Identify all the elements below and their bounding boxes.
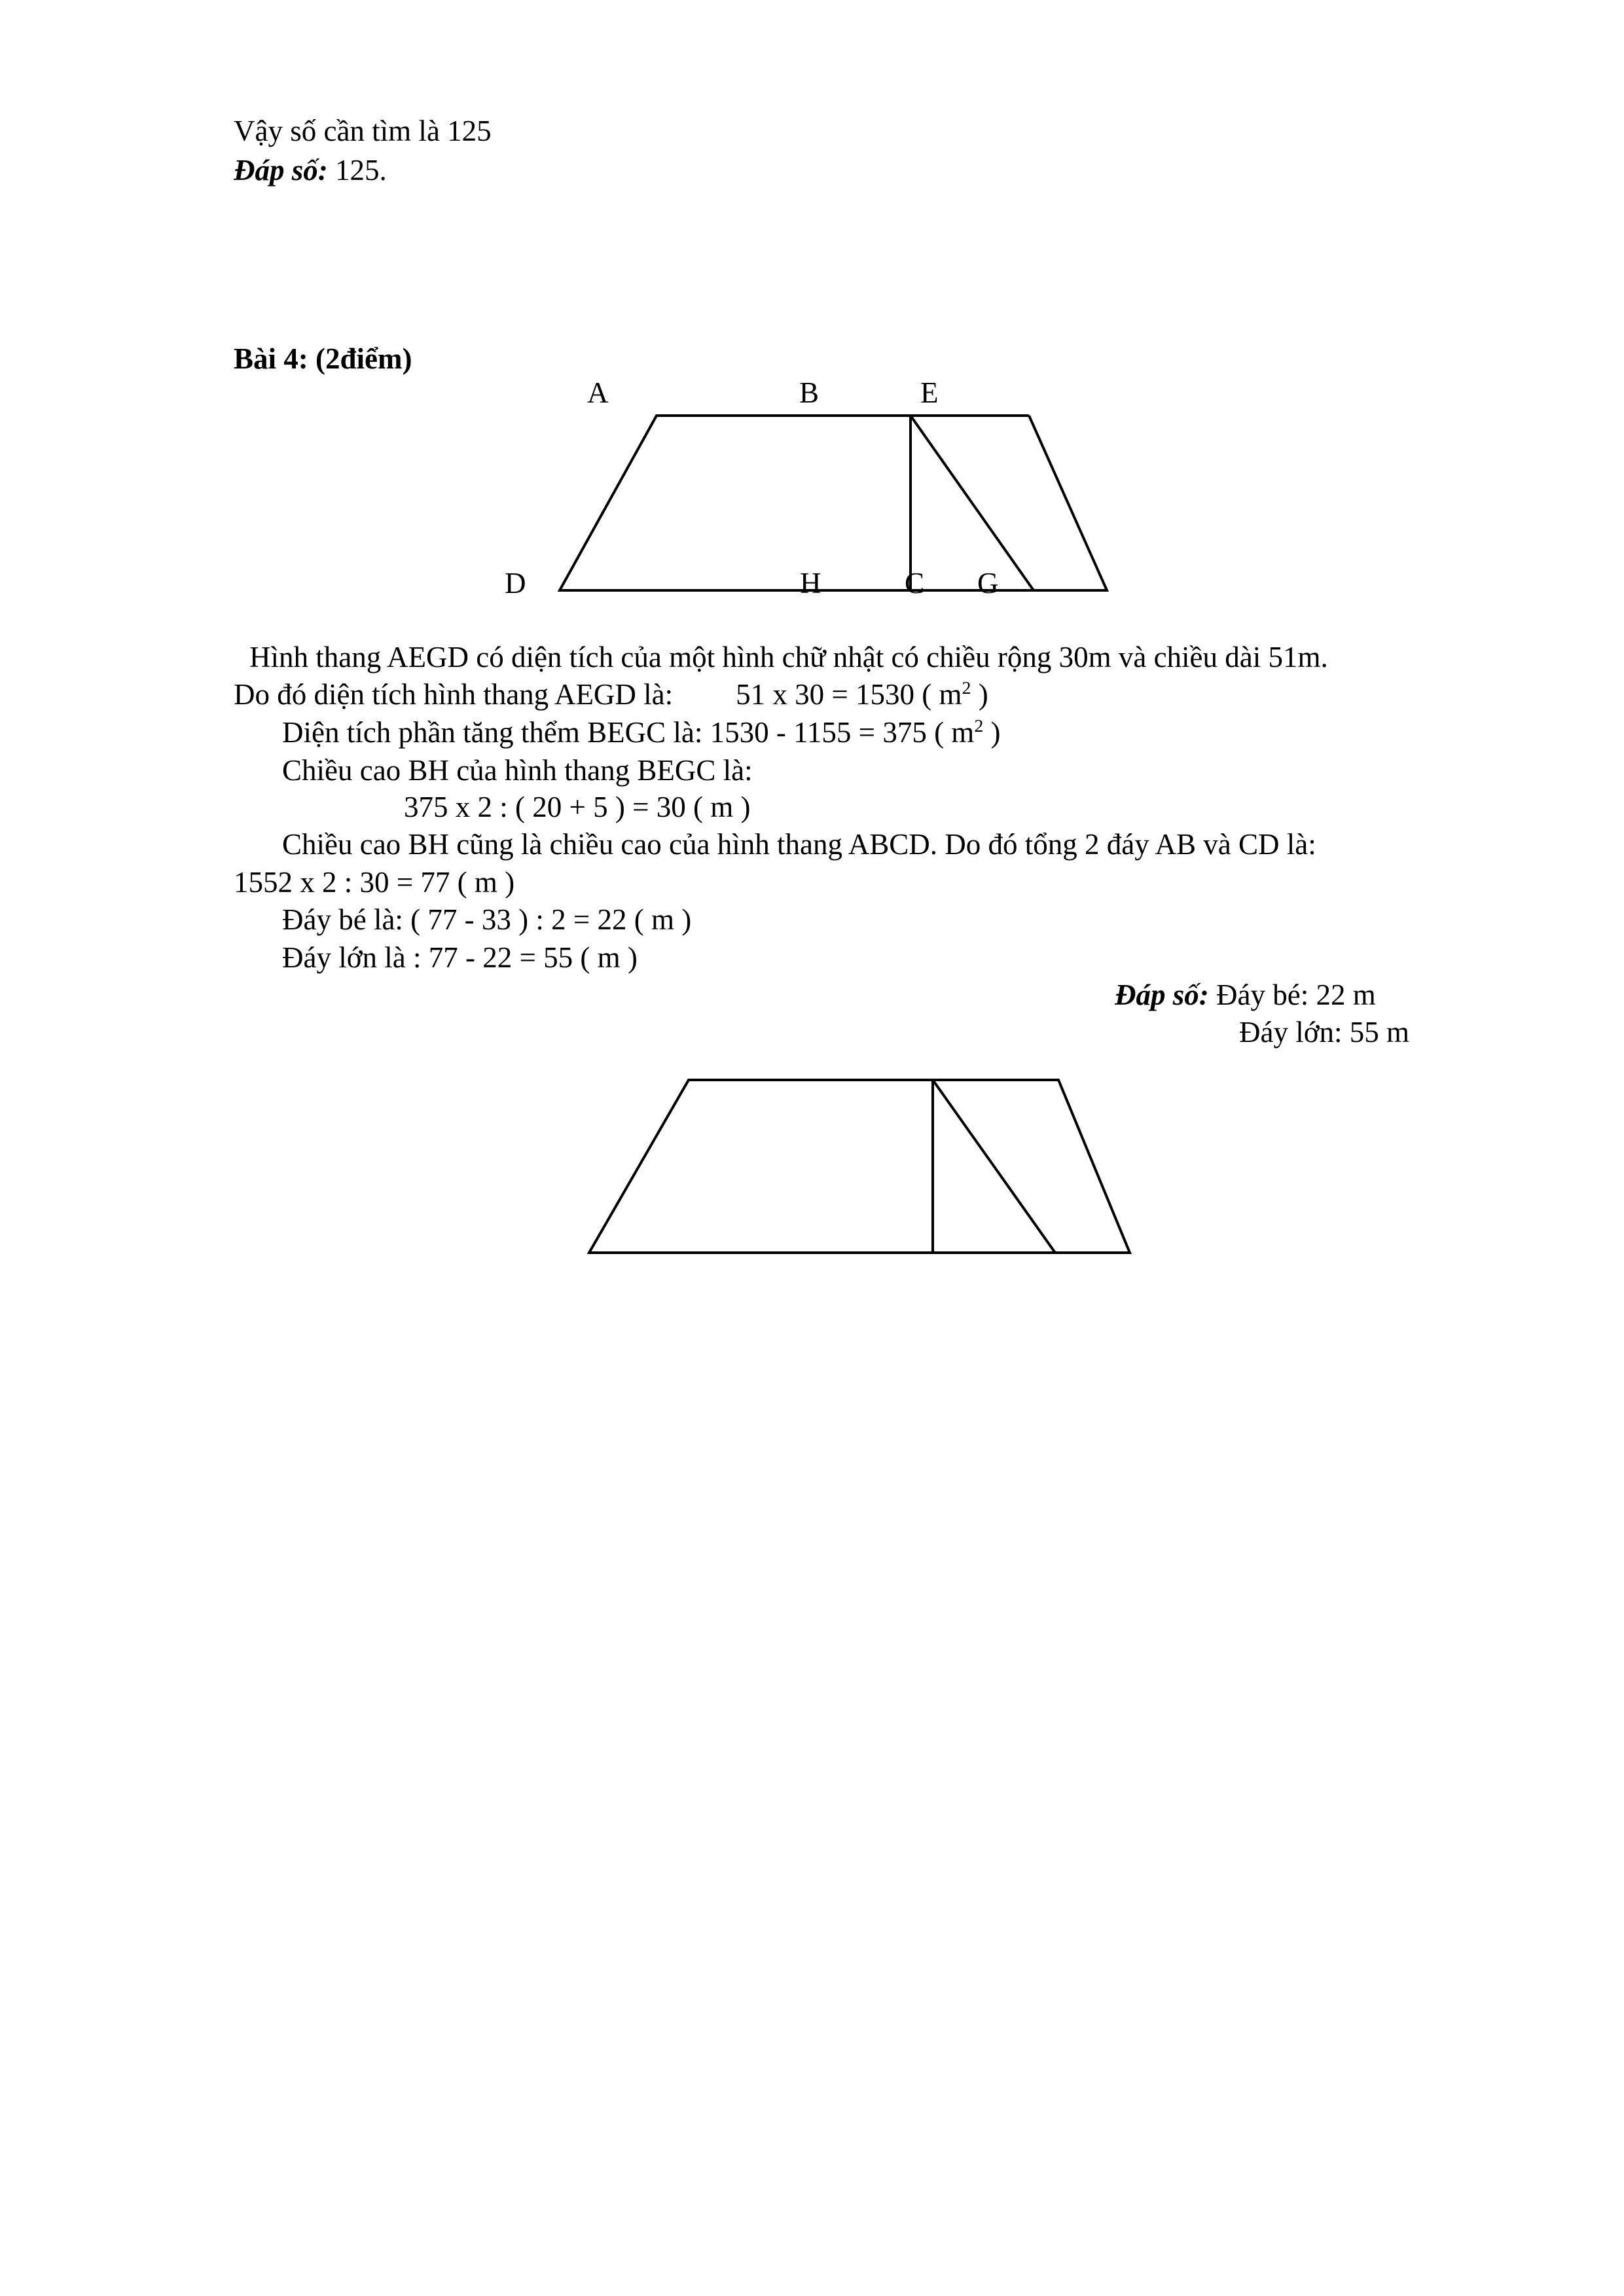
label-B: B (799, 376, 820, 409)
solution-line-1: Hình thang AEGD có diện tích của một hình chữ nhật có chiều rộng 30m và chiều dài 51m. (249, 641, 1328, 673)
problem-heading: Bài 4: (2điểm) (234, 342, 412, 375)
trapezoid-outline-2 (589, 1080, 1130, 1253)
final-answer-line-1: Đáp số: Đáy bé: 22 m (1115, 978, 1376, 1011)
label-E: E (920, 376, 939, 409)
solution-line-4: Chiều cao BH của hình thang BEGC là: (282, 754, 753, 787)
solution-line-9: Đáy lớn là : 77 - 22 = 55 ( m ) (282, 941, 638, 974)
diagonal-segment (933, 1080, 1055, 1253)
intro-line: Vậy số cần tìm là 125 (234, 115, 492, 147)
label-C: C (905, 567, 925, 600)
solution-line-8: Đáy bé là: ( 77 - 33 ) : 2 = 22 ( m ) (282, 903, 692, 936)
solution-line-5: 375 x 2 : ( 20 + 5 ) = 30 ( m ) (404, 791, 751, 823)
answer-label: Đáp số: (234, 154, 328, 187)
label-D: D (505, 567, 526, 600)
final-answer-line-2: Đáy lớn: 55 m (1239, 1016, 1410, 1049)
label-A: A (587, 376, 609, 409)
solution-line-7: 1552 x 2 : 30 = 77 ( m ) (234, 866, 515, 899)
final-answer-label: Đáp số: (1115, 978, 1209, 1011)
solution-line-3: Diện tích phần tăng thểm BEGC là: 1530 - 1155 = 375 ( $m^2$ ) (282, 716, 1001, 749)
solution-line-2: Do đó diện tích hình thang AEGD là: 51 x 30 = 1530 ( $m^2$ ) (234, 678, 988, 711)
solution-line-6: Chiều cao BH cũng là chiều cao của hình thang ABCD. Do đó tổng 2 đáy AB và CD là: (282, 828, 1316, 861)
answer-value: 125. (327, 154, 387, 187)
label-G: G (977, 567, 999, 600)
label-H: H (800, 567, 821, 600)
